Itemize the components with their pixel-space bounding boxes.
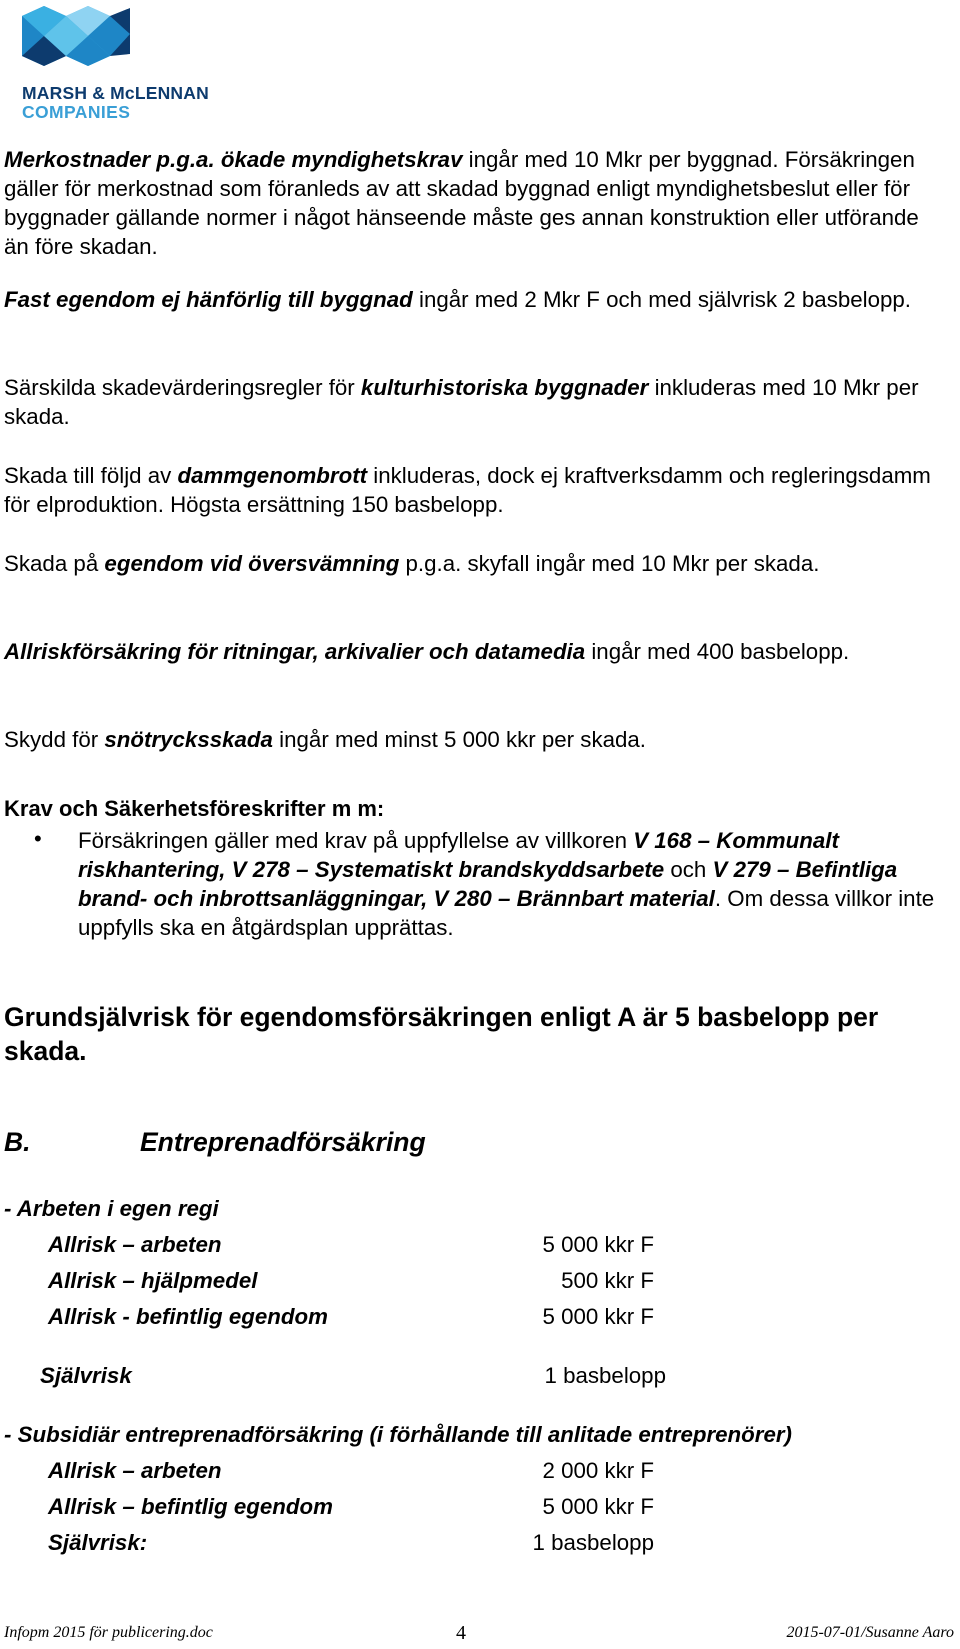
paragraph-fast-egendom: Fast egendom ej hänförlig till byggnad ingår med 2 Mkr F och med självrisk 2 basbelopp. [4,287,911,312]
group1-row-label: Allrisk – arbeten [48,1232,222,1257]
paragraph-oversvamning: Skada på egendom vid översvämning p.g.a. skyfall ingår med 10 Mkr per skada. [4,551,820,576]
paragraph-kulturhistoriska: Särskilda skadevärderingsregler för kulturhistoriska byggnader inkluderas med 10 Mkr per skada. [4,375,919,429]
bullet-icon: • [34,826,42,851]
group2-row-value: 2 000 kkr F [542,1458,654,1483]
paragraph-allriskforsakring: Allriskförsäkring för ritningar, arkivalier och datamedia ingår med 400 basbelopp. [4,639,850,664]
group2-heading: - Subsidiär entreprenadförsäkring (i förhållande till anlitade entreprenörer) [4,1422,792,1447]
section-b-letter: B. [4,1127,31,1157]
paragraph-snotryck: Skydd för snötrycksskada ingår med minst 5 000 kkr per skada. [4,727,646,752]
logo-text-line2: COMPANIES [22,102,131,122]
group2-row-label: Självrisk: [48,1530,148,1555]
group1-sjalvrisk-value: 1 basbelopp [544,1363,666,1388]
logo-mark-icon [22,6,134,78]
krav-bullet-text: Försäkringen gäller med krav på uppfyllelse av villkoren V 168 – Kommunalt riskhantering, V 278 – Systematiskt brandskyddsarbete och V 279 – Befintliga brand- och inbrottsanläggningar, V 280 – Brännbart material. Om dessa villkor inte uppfylls ska en åtgärdsplan upprättas. [78,828,935,940]
group1-row-value: 5 000 kkr F [542,1232,654,1257]
group2-row-label: Allrisk – befintlig egendom [48,1494,333,1519]
company-logo [22,6,217,122]
group1-sjalvrisk-label: Självrisk [40,1363,132,1388]
footer-page-number: 4 [456,1622,466,1644]
group2-row-value: 5 000 kkr F [542,1494,654,1519]
footer-date-author: 2015-07-01/Susanne Aaro [786,1624,954,1641]
group1-row-value: 5 000 kkr F [542,1304,654,1329]
group1-heading: - Arbeten i egen regi [4,1196,219,1221]
group2-row-value: 1 basbelopp [532,1530,654,1555]
group1-row-value: 500 kkr F [561,1268,654,1293]
footer-filename: Infopm 2015 för publicering.doc [4,1624,213,1641]
group2-row-label: Allrisk – arbeten [48,1458,222,1483]
group1-row-label: Allrisk - befintlig egendom [48,1304,328,1329]
paragraph-merkostnader: Merkostnader p.g.a. ökade myndighetskrav ingår med 10 Mkr per byggnad. Försäkringen gäller för merkostnad som föranleds av att skadad byggnad enligt myndighetsbeslut eller för byggnader gällande normer i något hänseende måste ges annan konstruktion eller utförande än före skadan. [4,147,919,259]
krav-heading: Krav och Säkerhetsföreskrifter m m: [4,796,385,821]
section-b-title: Entreprenadförsäkring [140,1127,426,1157]
group1-row-label: Allrisk – hjälpmedel [48,1268,258,1293]
grundsjalvrisk-statement: Grundsjälvrisk för egendomsförsäkringen enligt A är 5 basbelopp per skada. [4,1002,879,1066]
paragraph-dammgenombrott: Skada till följd av dammgenombrott inkluderas, dock ej kraftverksdamm och regleringsdamm för elproduktion. Högsta ersättning 150 basbelopp. [4,463,931,517]
logo-text-line1: MARSH & McLENNAN [22,83,209,103]
